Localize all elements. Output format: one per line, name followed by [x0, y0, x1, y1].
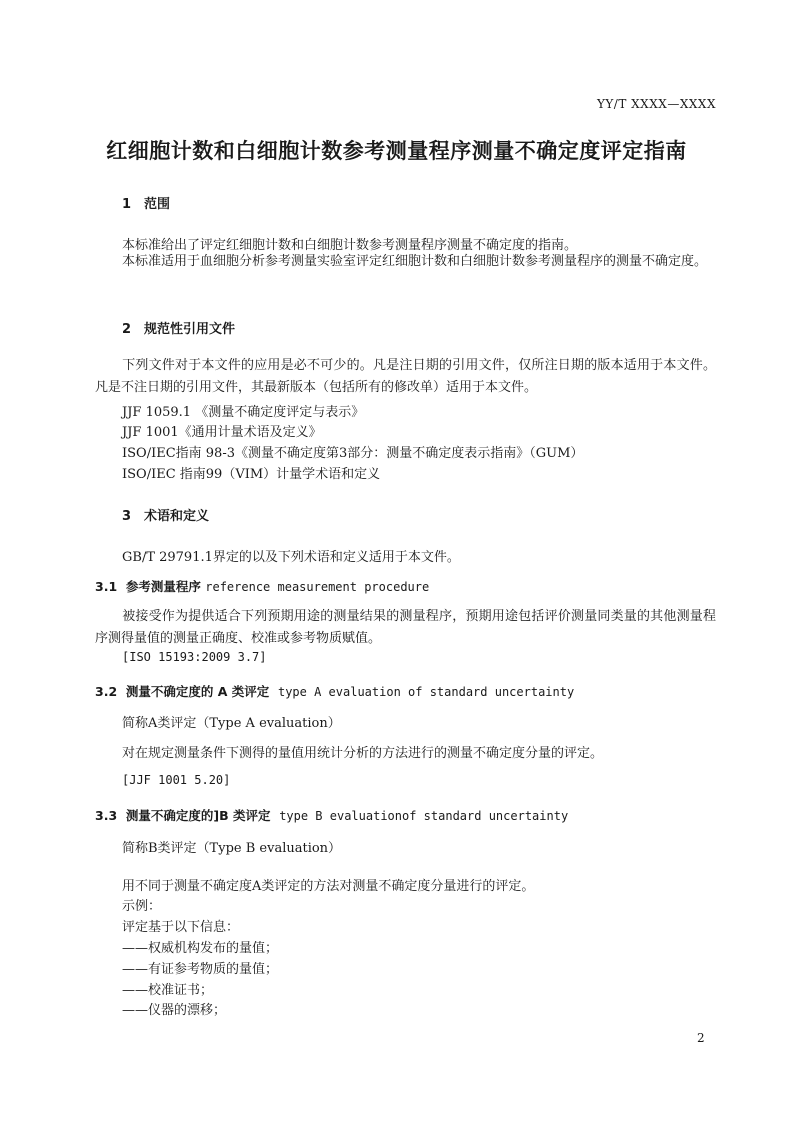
term-number: 3.1 [95, 579, 118, 594]
example-label: 示例： [122, 899, 162, 914]
term-english: type B evaluationof standard uncertainty [279, 809, 569, 823]
section-3-heading [122, 505, 209, 524]
normative-reference: JJF 1001《通用计量术语及定义》 [122, 425, 322, 440]
normative-reference: ISO/IEC指南 98-3《测量不确定度第3部分：测量不确定度表示指南》（GUM） [122, 446, 584, 461]
section-1-heading [122, 193, 170, 212]
term-3-2-source: [JJF 1001 5.20] [122, 773, 231, 787]
section-number: 2 [122, 322, 132, 337]
list-item: ——校准证书； [122, 983, 214, 998]
term-title: 参考测量程序 [125, 579, 201, 594]
list-item: ——有证参考物质的量值； [122, 962, 279, 977]
term-title: 测量不确定度的 A 类评定 [125, 684, 270, 699]
list-item: ——仪器的漂移； [122, 1003, 227, 1018]
term-3-1-source: [ISO 15193:2009 3.7] [122, 650, 267, 664]
example-basis: 评定基于以下信息： [122, 920, 240, 935]
normative-reference: ISO/IEC 指南99（VIM）计量学术语和定义 [122, 467, 381, 482]
section-number: 1 [122, 197, 132, 212]
term-number: 3.2 [95, 684, 118, 699]
page-number: 2 [697, 1031, 705, 1045]
section-number: 3 [122, 509, 132, 524]
section-1-paragraph-2: 本标准适用于血细胞分析参考测量实验室评定红细胞计数和白细胞计数参考测量程序的测量不确定度。 [122, 254, 708, 269]
section-2-paragraph: 下列文件对于本文件的应用是必不可少的。凡是注日期的引用文件，仅所注日期的版本适用于本文件。凡是不注日期的引用文件，其最新版本（包括所有的修改单）适用于本文件。 [95, 358, 716, 395]
normative-reference: JJF 1059.1 《测量不确定度评定与表示》 [122, 405, 365, 420]
term-3-2-short-name: 简称A类评定（Type A evaluation） [122, 716, 341, 731]
section-2-heading [122, 318, 235, 337]
term-3-1-definition: 被接受作为提供适合下列预期用途的测量结果的测量程序，预期用途包括评价测量同类量的其他测量程序测得量值的测量正确度、校准或参考物质赋值。 [95, 609, 716, 646]
term-english: type A evaluation of standard uncertainty [277, 685, 575, 699]
term-3-1-heading [95, 577, 429, 595]
term-3-3-heading [95, 806, 568, 824]
term-english: reference measurement procedure [205, 580, 430, 594]
standard-code: YY/T XXXX—XXXX [596, 97, 716, 111]
section-title: 术语和定义 [144, 509, 210, 524]
document-title: 红细胞计数和白细胞计数参考测量程序测量不确定度评定指南 [106, 138, 687, 163]
section-1-paragraph-1: 本标准给出了评定红细胞计数和白细胞计数参考测量程序测量不确定度的指南。 [122, 238, 578, 253]
term-3-2-definition: 对在规定测量条件下测得的量值用统计分析的方法进行的测量不确定度分量的评定。 [122, 746, 604, 761]
term-3-3-short-name: 简称B类评定（Type B evaluation） [122, 841, 342, 856]
term-number: 3.3 [95, 808, 118, 823]
section-title: 范围 [144, 197, 171, 212]
term-3-2-heading [95, 682, 574, 700]
term-3-3-definition: 用不同于测量不确定度A类评定的方法对测量不确定度分量进行的评定。 [122, 879, 535, 894]
section-3-intro: GB/T 29791.1界定的以及下列术语和定义适用于本文件。 [122, 550, 460, 565]
section-title: 规范性引用文件 [144, 322, 236, 337]
term-title: 测量不确定度的]B 类评定 [125, 808, 271, 823]
list-item: ——权威机构发布的量值； [122, 941, 279, 956]
